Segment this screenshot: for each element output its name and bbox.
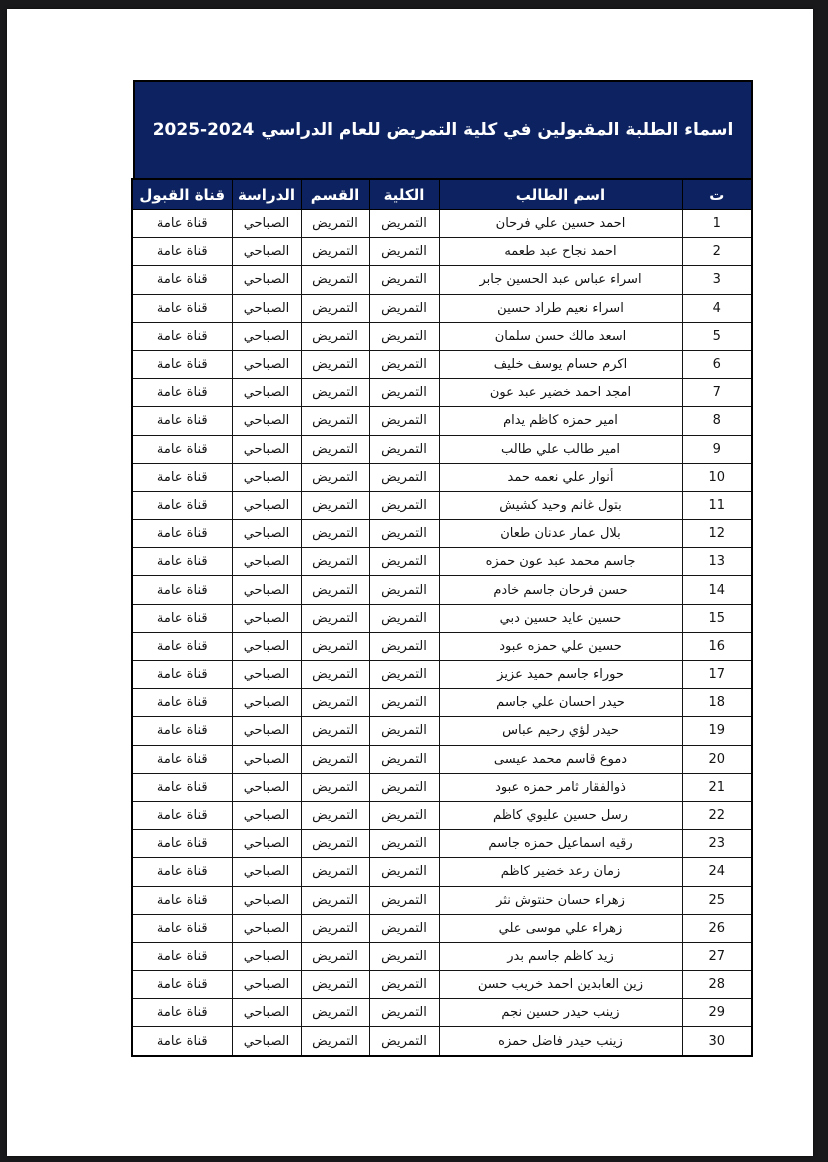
students-table [131,178,753,1057]
cell-channel: قناة عامة [132,773,232,801]
cell-channel: قناة عامة [132,548,232,576]
table-row [132,266,752,294]
cell-college: التمريض [369,689,439,717]
cell-study: الصباحي [232,942,301,970]
cell-study: الصباحي [232,604,301,632]
cell-study: الصباحي [232,717,301,745]
cell-college: التمريض [369,210,439,238]
cell-department: التمريض [301,971,369,999]
table-row [132,689,752,717]
cell-name: زينب حيدر فاضل حمزه [439,1027,682,1056]
cell-college: التمريض [369,745,439,773]
academic-year-range: 2025-2024 [152,120,255,140]
document-page [7,9,813,1156]
cell-department: التمريض [301,858,369,886]
cell-study: الصباحي [232,830,301,858]
table-row [132,830,752,858]
table-row [132,548,752,576]
cell-channel: قناة عامة [132,576,232,604]
cell-study: الصباحي [232,689,301,717]
cell-no: 14 [682,576,752,604]
table-row [132,886,752,914]
cell-no: 12 [682,520,752,548]
table-header-row [132,179,752,210]
cell-no: 5 [682,322,752,350]
cell-college: التمريض [369,886,439,914]
cell-college: التمريض [369,1027,439,1056]
table-row [132,350,752,378]
table-row [132,463,752,491]
cell-college: التمريض [369,717,439,745]
cell-college: التمريض [369,942,439,970]
table-title-text: اسماء الطلبة المقبولين في كلية التمريض للعام الدراسي [261,120,734,140]
cell-channel: قناة عامة [132,379,232,407]
cell-name: رقيه اسماعيل حمزه جاسم [439,830,682,858]
cell-no: 9 [682,435,752,463]
cell-study: الصباحي [232,491,301,519]
cell-department: التمريض [301,266,369,294]
cell-no: 3 [682,266,752,294]
cell-channel: قناة عامة [132,717,232,745]
cell-name: اسراء نعيم طراد حسين [439,294,682,322]
cell-college: التمريض [369,858,439,886]
cell-name: حسين عايد حسين دبي [439,604,682,632]
cell-study: الصباحي [232,914,301,942]
cell-college: التمريض [369,548,439,576]
cell-name: امير طالب علي طالب [439,435,682,463]
cell-no: 17 [682,661,752,689]
cell-department: التمريض [301,238,369,266]
cell-study: الصباحي [232,238,301,266]
cell-no: 26 [682,914,752,942]
table-row [132,407,752,435]
table-row [132,520,752,548]
table-row [132,576,752,604]
cell-department: التمريض [301,689,369,717]
cell-college: التمريض [369,914,439,942]
cell-channel: قناة عامة [132,407,232,435]
cell-department: التمريض [301,830,369,858]
cell-channel: قناة عامة [132,661,232,689]
cell-department: التمريض [301,886,369,914]
cell-study: الصباحي [232,858,301,886]
table-row [132,491,752,519]
cell-name: حسين علي حمزه عبود [439,632,682,660]
cell-study: الصباحي [232,801,301,829]
cell-college: التمريض [369,491,439,519]
cell-name: امير حمزه كاظم يدام [439,407,682,435]
header-cell-no: ت [682,179,752,210]
table-row [132,745,752,773]
cell-college: التمريض [369,632,439,660]
cell-department: التمريض [301,322,369,350]
table-row [132,717,752,745]
table-row [132,858,752,886]
cell-name: حيدر احسان علي جاسم [439,689,682,717]
cell-name: اسعد مالك حسن سلمان [439,322,682,350]
cell-college: التمريض [369,999,439,1027]
table-row [132,294,752,322]
cell-department: التمريض [301,463,369,491]
cell-department: التمريض [301,1027,369,1056]
table-row [132,1027,752,1056]
cell-study: الصباحي [232,520,301,548]
header-cell-college: الكلية [369,179,439,210]
cell-college: التمريض [369,830,439,858]
cell-department: التمريض [301,548,369,576]
cell-study: الصباحي [232,999,301,1027]
cell-study: الصباحي [232,1027,301,1056]
cell-name: زهراء علي موسى علي [439,914,682,942]
cell-college: التمريض [369,661,439,689]
cell-department: التمريض [301,350,369,378]
cell-name: حيدر لؤي رحيم عباس [439,717,682,745]
cell-department: التمريض [301,745,369,773]
table-row [132,773,752,801]
table-row [132,661,752,689]
table-row [132,435,752,463]
cell-no: 11 [682,491,752,519]
cell-no: 23 [682,830,752,858]
cell-study: الصباحي [232,661,301,689]
cell-name: احمد نجاح عبد طعمه [439,238,682,266]
cell-college: التمريض [369,322,439,350]
cell-no: 1 [682,210,752,238]
cell-name: رسل حسين عليوي كاظم [439,801,682,829]
cell-college: التمريض [369,604,439,632]
cell-college: التمريض [369,520,439,548]
cell-channel: قناة عامة [132,463,232,491]
cell-no: 22 [682,801,752,829]
header-cell-study: الدراسة [232,179,301,210]
cell-no: 27 [682,942,752,970]
cell-channel: قناة عامة [132,942,232,970]
cell-no: 25 [682,886,752,914]
table-title-block [133,80,753,180]
cell-department: التمريض [301,914,369,942]
cell-study: الصباحي [232,379,301,407]
cell-department: التمريض [301,801,369,829]
students-table-container [133,80,753,1057]
cell-name: امجد احمد خضير عبد عون [439,379,682,407]
cell-name: بتول غانم وحيد كشيش [439,491,682,519]
cell-channel: قناة عامة [132,210,232,238]
header-cell-name: اسم الطالب [439,179,682,210]
cell-study: الصباحي [232,266,301,294]
cell-study: الصباحي [232,407,301,435]
cell-channel: قناة عامة [132,294,232,322]
cell-department: التمريض [301,576,369,604]
cell-channel: قناة عامة [132,745,232,773]
cell-department: التمريض [301,379,369,407]
cell-channel: قناة عامة [132,858,232,886]
cell-department: التمريض [301,407,369,435]
cell-study: الصباحي [232,548,301,576]
cell-channel: قناة عامة [132,801,232,829]
cell-study: الصباحي [232,773,301,801]
cell-study: الصباحي [232,322,301,350]
cell-no: 21 [682,773,752,801]
cell-no: 16 [682,632,752,660]
table-row [132,971,752,999]
cell-channel: قناة عامة [132,322,232,350]
cell-study: الصباحي [232,886,301,914]
cell-college: التمريض [369,463,439,491]
cell-no: 4 [682,294,752,322]
cell-no: 6 [682,350,752,378]
cell-study: الصباحي [232,210,301,238]
cell-no: 10 [682,463,752,491]
cell-department: التمريض [301,294,369,322]
cell-name: زهراء حسان حنتوش نثر [439,886,682,914]
cell-no: 29 [682,999,752,1027]
cell-channel: قناة عامة [132,435,232,463]
cell-channel: قناة عامة [132,689,232,717]
cell-study: الصباحي [232,745,301,773]
cell-name: زمان رعد خضير كاظم [439,858,682,886]
cell-study: الصباحي [232,971,301,999]
cell-name: زين العابدين احمد خريب حسن [439,971,682,999]
cell-study: الصباحي [232,350,301,378]
cell-name: اكرم حسام يوسف خليف [439,350,682,378]
cell-name: حسن فرحان جاسم خادم [439,576,682,604]
cell-name: زينب حيدر حسين نجم [439,999,682,1027]
cell-no: 24 [682,858,752,886]
cell-department: التمريض [301,491,369,519]
table-row [132,801,752,829]
cell-name: دموع قاسم محمد عيسى [439,745,682,773]
cell-department: التمريض [301,604,369,632]
cell-name: احمد حسين علي فرحان [439,210,682,238]
cell-department: التمريض [301,520,369,548]
cell-channel: قناة عامة [132,350,232,378]
cell-no: 19 [682,717,752,745]
cell-college: التمريض [369,379,439,407]
cell-no: 28 [682,971,752,999]
table-row [132,238,752,266]
cell-no: 8 [682,407,752,435]
cell-channel: قناة عامة [132,238,232,266]
cell-department: التمريض [301,942,369,970]
cell-no: 13 [682,548,752,576]
table-row [132,322,752,350]
cell-channel: قناة عامة [132,1027,232,1056]
cell-department: التمريض [301,661,369,689]
cell-department: التمريض [301,210,369,238]
cell-college: التمريض [369,773,439,801]
cell-college: التمريض [369,238,439,266]
cell-name: زيد كاظم جاسم بدر [439,942,682,970]
cell-no: 20 [682,745,752,773]
cell-study: الصباحي [232,576,301,604]
table-row [132,604,752,632]
cell-department: التمريض [301,717,369,745]
cell-no: 30 [682,1027,752,1056]
cell-channel: قناة عامة [132,914,232,942]
cell-channel: قناة عامة [132,491,232,519]
cell-channel: قناة عامة [132,520,232,548]
cell-name: حوراء جاسم حميد عزيز [439,661,682,689]
cell-study: الصباحي [232,435,301,463]
table-row [132,632,752,660]
cell-name: اسراء عباس عبد الحسين جابر [439,266,682,294]
cell-college: التمريض [369,350,439,378]
cell-study: الصباحي [232,632,301,660]
cell-college: التمريض [369,407,439,435]
table-row [132,942,752,970]
cell-college: التمريض [369,435,439,463]
table-row [132,210,752,238]
cell-no: 15 [682,604,752,632]
cell-college: التمريض [369,576,439,604]
cell-department: التمريض [301,773,369,801]
cell-college: التمريض [369,971,439,999]
header-cell-department: القسم [301,179,369,210]
cell-study: الصباحي [232,463,301,491]
cell-name: بلال عمار عدنان طعان [439,520,682,548]
cell-channel: قناة عامة [132,886,232,914]
table-row [132,914,752,942]
cell-department: التمريض [301,435,369,463]
cell-channel: قناة عامة [132,632,232,660]
cell-channel: قناة عامة [132,830,232,858]
cell-department: التمريض [301,632,369,660]
cell-name: أنوار علي نعمه حمد [439,463,682,491]
cell-study: الصباحي [232,294,301,322]
cell-channel: قناة عامة [132,971,232,999]
students-table-body [132,210,752,1056]
cell-channel: قناة عامة [132,266,232,294]
cell-college: التمريض [369,801,439,829]
cell-name: ذوالفقار ثامر حمزه عبود [439,773,682,801]
cell-no: 2 [682,238,752,266]
table-row [132,999,752,1027]
cell-channel: قناة عامة [132,999,232,1027]
cell-college: التمريض [369,294,439,322]
cell-no: 18 [682,689,752,717]
cell-college: التمريض [369,266,439,294]
table-row [132,379,752,407]
header-cell-channel: قناة القبول [132,179,232,210]
cell-department: التمريض [301,999,369,1027]
cell-no: 7 [682,379,752,407]
cell-name: جاسم محمد عبد عون حمزه [439,548,682,576]
cell-channel: قناة عامة [132,604,232,632]
